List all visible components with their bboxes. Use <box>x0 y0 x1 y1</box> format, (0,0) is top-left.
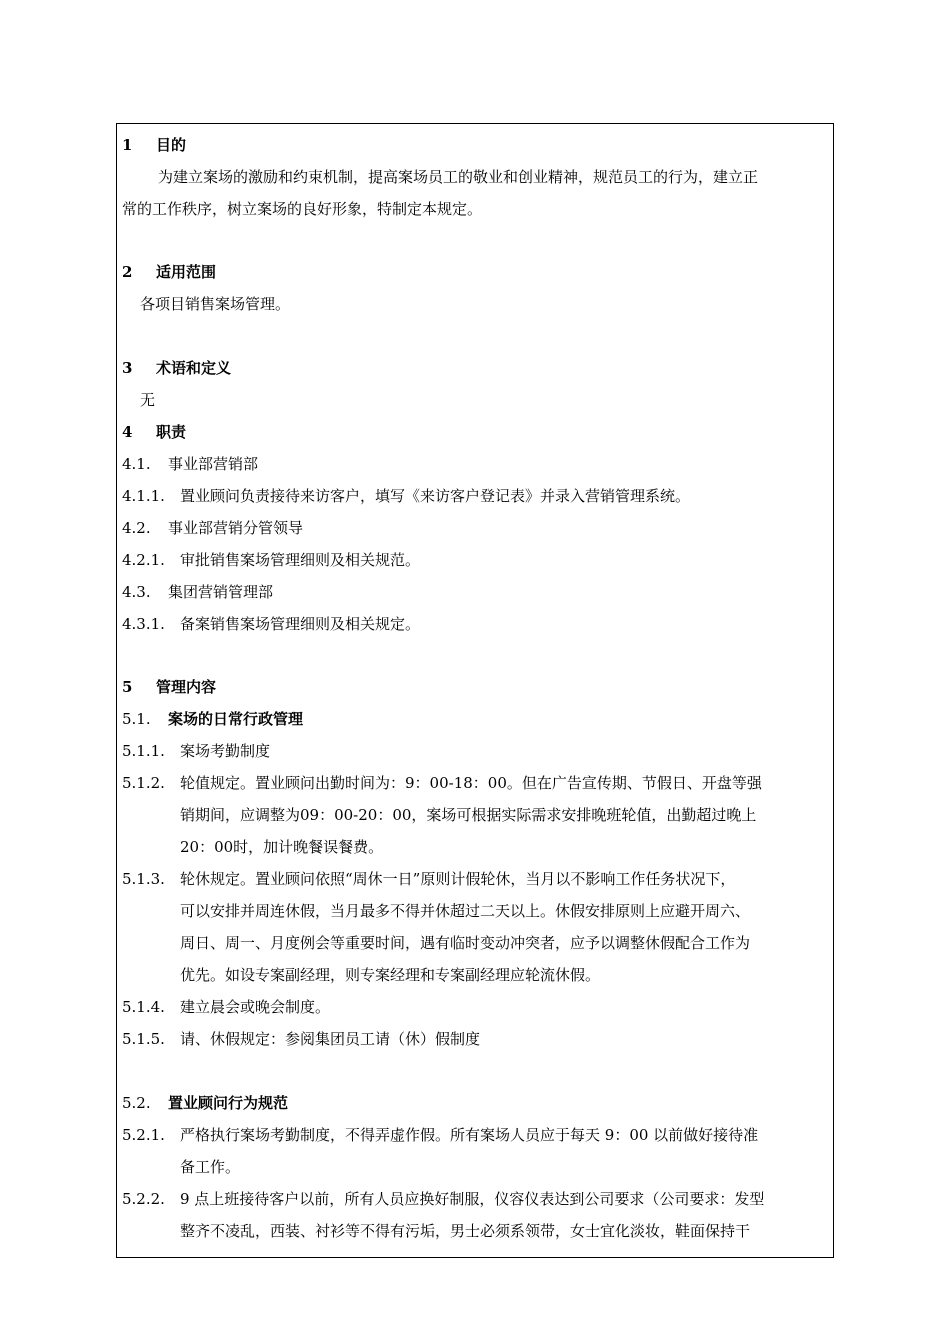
item-4-3-text: 集团营销管理部 <box>168 583 274 601</box>
item-5-1-3-line-3: 周日、周一、月度例会等重要时间，遇有临时变动冲突者，应予以调整休假配合工作为 <box>180 934 751 952</box>
item-5-2-2-line-1: 9 点上班接待客户以前，所有人员应换好制服，仪容仪表达到公司要求（公司要求：发型 <box>180 1190 765 1208</box>
item-5-1-4-number: 5.1.4. <box>122 998 165 1016</box>
item-4-1-number: 4.1. <box>122 455 151 473</box>
section-2-paragraph: 各项目销售案场管理。 <box>140 295 291 313</box>
item-5-1-number: 5.1. <box>122 710 151 728</box>
section-3-heading <box>122 358 231 378</box>
item-5-2-1-line-1: 严格执行案场考勤制度，不得弄虚作假。所有案场人员应于每天 9：00 以前做好接待准 <box>180 1126 759 1144</box>
item-4-1-1 <box>122 486 690 506</box>
item-5-2-1-line-2: 备工作。 <box>180 1158 241 1176</box>
item-5-1-5 <box>122 1029 480 1049</box>
section-1-title: 目的 <box>156 136 187 154</box>
item-5-1-3-line-1: 轮休规定。置业顾问依照“周休一日”原则计假轮休，当月以不影响工作任务状况下， <box>180 870 736 888</box>
item-5-2-1-number: 5.2.1. <box>122 1126 165 1144</box>
item-4-3-1-number: 4.3.1. <box>122 615 165 633</box>
section-3-paragraph: 无 <box>140 391 156 409</box>
item-5-1-text: 案场的日常行政管理 <box>168 710 304 728</box>
item-5-1-3 <box>122 869 735 889</box>
section-4-number: 4 <box>122 423 133 441</box>
item-4-1-text: 事业部营销部 <box>168 455 259 473</box>
section-3-number: 3 <box>122 359 133 377</box>
item-5-1-3-line-4: 优先。如设专案副经理，则专案经理和专案副经理应轮流休假。 <box>180 966 601 984</box>
item-5-2-2-line-2: 整齐不凌乱，西装、衬衫等不得有污垢，男士必须系领带，女士宜化淡妆，鞋面保持干 <box>180 1222 751 1240</box>
item-5-2 <box>122 1093 288 1113</box>
section-2-heading <box>122 262 216 282</box>
item-4-1 <box>122 454 258 474</box>
item-5-1-2-line-2: 销期间，应调整为09：00-20：00，案场可根据实际需求安排晚班轮值，出勤超过晚上 <box>180 806 757 824</box>
item-5-1-2 <box>122 773 762 793</box>
item-5-2-2 <box>122 1189 764 1209</box>
item-5-1-3-line-2: 可以安排并周连休假，当月最多不得并休超过二天以上。休假安排原则上应避开周六、 <box>180 902 751 920</box>
item-4-2-1 <box>122 550 420 570</box>
section-1-paragraph-line-2: 常的工作秩序，树立案场的良好形象，特制定本规定。 <box>122 200 483 218</box>
item-5-2-1 <box>122 1125 758 1145</box>
item-4-1-1-number: 4.1.1. <box>122 487 165 505</box>
section-2-number: 2 <box>122 263 133 281</box>
item-4-3-1-text: 备案销售案场管理细则及相关规定。 <box>180 615 421 633</box>
item-5-2-text: 置业顾问行为规范 <box>168 1094 289 1112</box>
item-4-2-1-text: 审批销售案场管理细则及相关规范。 <box>180 551 421 569</box>
section-1-heading <box>122 135 186 155</box>
item-5-1-3-number: 5.1.3. <box>122 870 165 888</box>
section-5-heading <box>122 677 216 697</box>
item-5-1-5-text: 请、休假规定：参阅集团员工请（休）假制度 <box>180 1030 481 1048</box>
item-5-1-4-text: 建立晨会或晚会制度。 <box>180 998 331 1016</box>
section-4-heading <box>122 422 186 442</box>
item-4-2 <box>122 518 303 538</box>
section-1-paragraph-line-1: 为建立案场的激励和约束机制，提高案场员工的敬业和创业精神，规范员工的行为，建立正 <box>158 168 759 186</box>
section-4-title: 职责 <box>156 423 187 441</box>
item-5-1-1-number: 5.1.1. <box>122 742 165 760</box>
item-5-1 <box>122 709 303 729</box>
item-4-3-1 <box>122 614 420 634</box>
section-1-number: 1 <box>122 136 133 154</box>
item-5-2-2-number: 5.2.2. <box>122 1190 165 1208</box>
item-5-1-4 <box>122 997 330 1017</box>
item-4-2-number: 4.2. <box>122 519 151 537</box>
item-4-3-number: 4.3. <box>122 583 151 601</box>
section-5-number: 5 <box>122 678 133 696</box>
section-3-title: 术语和定义 <box>156 359 232 377</box>
section-2-title: 适用范围 <box>156 263 217 281</box>
item-5-1-1 <box>122 741 270 761</box>
item-5-1-2-line-1: 轮值规定。置业顾问出勤时间为：9：00-18：00。但在广告宣传期、节假日、开盘等强 <box>180 774 762 792</box>
item-4-2-text: 事业部营销分管领导 <box>168 519 304 537</box>
item-4-3 <box>122 582 273 602</box>
item-5-1-1-text: 案场考勤制度 <box>180 742 271 760</box>
item-5-1-2-number: 5.1.2. <box>122 774 165 792</box>
section-5-title: 管理内容 <box>156 678 217 696</box>
item-5-1-2-line-3: 20：00时，加计晚餐误餐费。 <box>180 838 384 856</box>
item-4-1-1-text: 置业顾问负责接待来访客户，填写《来访客户登记表》并录入营销管理系统。 <box>180 487 691 505</box>
item-5-1-5-number: 5.1.5. <box>122 1030 165 1048</box>
item-4-2-1-number: 4.2.1. <box>122 551 165 569</box>
item-5-2-number: 5.2. <box>122 1094 151 1112</box>
